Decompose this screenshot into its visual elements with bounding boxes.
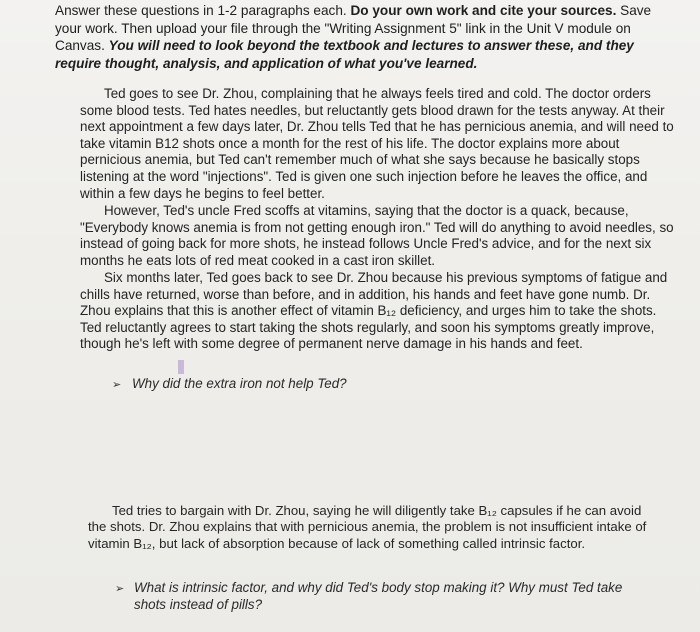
arrow-bullet-icon: ➢: [112, 379, 122, 391]
story-paragraph-text: Six months later, Ted goes back to see Dr. Zhou because his previous symptoms of fatigue and chills have returned, worse than before, and in addition, his hands and feet have gone numb. Dr. Zhou explains that this is another effect of vitamin B₁₂ deficiency, and urges him to take the shots. Ted reluctantly agrees to start taking the shots regularly, and soon his symptoms greatly improve, though he's left with some degree of permanent nerve damage in his hands and feet.: [80, 270, 668, 352]
instructions-text-2: Save your work. Then upload your file through the "Writing Assignment 5" link in the Unit V module on Canvas.: [55, 3, 652, 53]
story-paragraph-1: [80, 86, 680, 202]
assignment-instructions: [55, 2, 675, 72]
story-paragraph-text: Ted goes to see Dr. Zhou, complaining that he always feels tired and cold. The doctor orders some blood tests. Ted hates needles, but reluctantly gets blood drawn for the tests anyway. At their next appointment a few days later, Dr. Zhou tells Ted that he has pernicious anemia, and will need to take vitamin B12 shots once a month for the rest of his life. The doctor explains more about pernicious anemia, but Ted can't remember much of what she says because he basically stops listening at the word "injections". Ted is given one such injection before he leaves the office, and within a few days he begins to feel better.: [80, 86, 674, 201]
instructions-bold-1: Do your own work and cite your sources.: [350, 3, 617, 18]
instructions-text-1: Answer these questions in 1-2 paragraphs each.: [55, 3, 351, 18]
story-paragraph-text: However, Ted's uncle Fred scoffs at vitamins, saying that the doctor is a quack, because, "Everybody knows anemia is from not getting enough iron." Ted will do anything to avoid needles, so instead of going back for more shots, he instead follows Uncle Fred's advice, and for the next six months he eats lots of red meat cooked in a cast iron skillet.: [80, 203, 674, 268]
question-1: Why did the extra iron not help Ted?: [132, 376, 347, 391]
question-2: What is intrinsic factor, and why did Ted's body stop making it? Why must Ted take shots instead of pills?: [134, 580, 623, 612]
story-paragraph-3: [80, 270, 680, 353]
instructions-bold-italic: You will need to look beyond the textbook and lectures to answer these, and they require thought, analysis, and application of what you've learned.: [55, 38, 634, 71]
story-paragraph-4: [88, 503, 653, 552]
text-cursor-highlight: [178, 360, 184, 374]
arrow-bullet-icon: ➢: [115, 583, 125, 595]
story-paragraph-text: Ted tries to bargain with Dr. Zhou, saying he will diligently take B₁₂ capsules if he can avoid the shots. Dr. Zhou explains that with pernicious anemia, the problem is not insufficient intake of vitamin B₁₂, but lack of absorption because of lack of something called intrinsic factor.: [88, 503, 647, 551]
story-paragraph-2: [80, 203, 680, 269]
